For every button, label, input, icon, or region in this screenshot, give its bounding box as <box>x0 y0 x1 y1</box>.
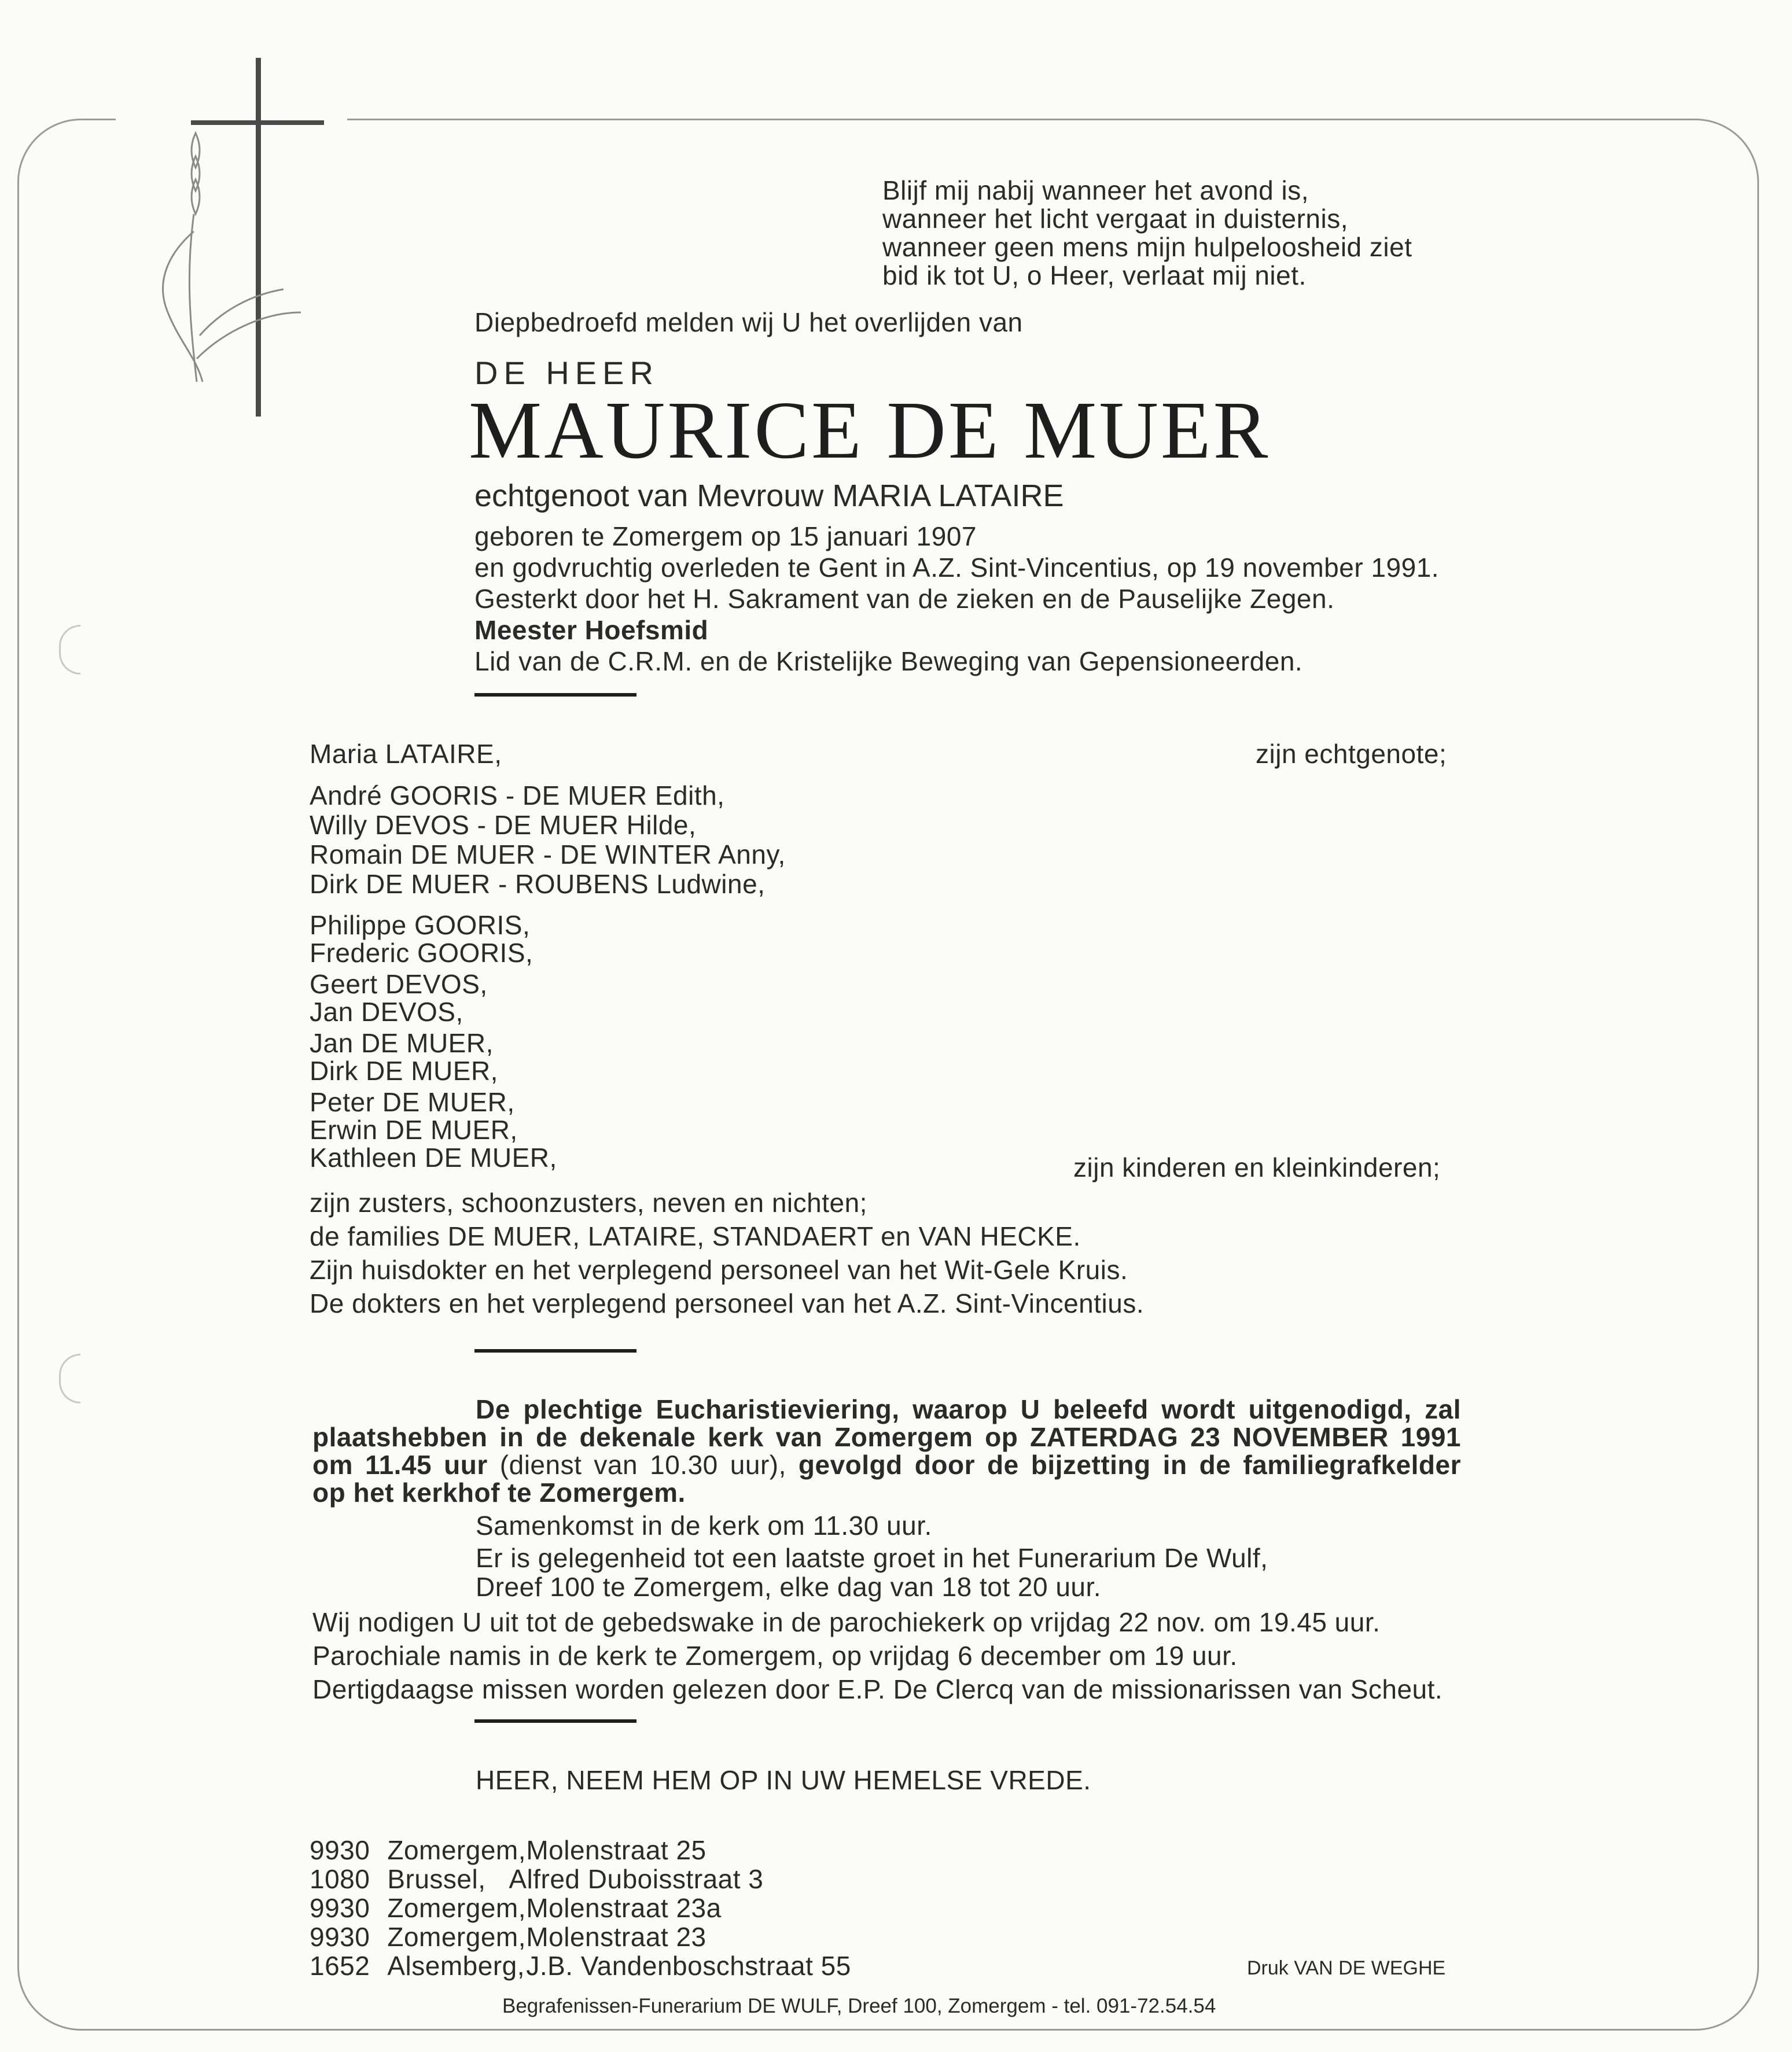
care-line: De dokters en het verplegend personeel van het A.Z. Sint-Vincentius. <box>310 1288 1145 1318</box>
service-block <box>312 1395 1461 1506</box>
spouse-line: echtgenoot van Mevrouw MARIA LATAIRE <box>474 478 1064 513</box>
gathering-line: Samenkomst in de kerk om 11.30 uur. <box>476 1511 932 1541</box>
address-list <box>310 1836 851 1980</box>
wake-line: Wij nodigen U uit tot de gebedswake in de parochiekerk op vrijdag 22 nov. om 19.45 uur. <box>312 1607 1381 1637</box>
street: J.B. Vandenboschstraat 55 <box>526 1951 851 1981</box>
grandchild-name: Jan DE MUER, <box>310 1028 494 1058</box>
intro-text: Diepbedroefd melden wij U het overlijden van <box>474 307 1023 337</box>
address-row <box>310 1893 851 1922</box>
city: Zomergem, <box>387 1922 527 1952</box>
street: Molenstraat 23 <box>526 1922 707 1952</box>
care-line: Zijn huisdokter en het verplegend personeel van het Wit-Gele Kruis. <box>310 1255 1128 1285</box>
divider <box>474 1349 636 1353</box>
poem-line: wanneer het licht vergaat in duisternis, <box>882 204 1348 234</box>
children-role: zijn kinderen en kleinkinderen; <box>1073 1152 1441 1182</box>
grandchild-name: Kathleen DE MUER, <box>310 1143 557 1173</box>
title-prefix: DE HEER <box>474 355 659 391</box>
grandchild-name: Dirk DE MUER, <box>310 1056 498 1086</box>
child-name: André GOORIS - DE MUER Edith, <box>310 780 725 811</box>
service-note: (dienst van 10.30 uur), <box>487 1450 799 1480</box>
siblings-line: zijn zusters, schoonzusters, neven en nichten; <box>310 1188 867 1218</box>
mass-line: Parochiale namis in de kerk te Zomergem, op vrijdag 6 december om 19 uur. <box>312 1641 1238 1671</box>
other-relatives <box>310 1186 1144 1320</box>
birth-line: geboren te Zomergem op 15 januari 1907 <box>474 521 977 551</box>
profession: Meester Hoefsmid <box>474 615 709 645</box>
children-list <box>310 781 786 899</box>
postcode: 9930 <box>310 1922 370 1952</box>
footer-funerarium: Begrafenissen-Funerarium DE WULF, Dreef 100, Zomergem - tel. 091-72.54.54 <box>502 1995 1216 2017</box>
thirty-day-line: Dertigdaagse missen worden gelezen door E.P. De Clercq van de missionarissen van Scheut. <box>312 1674 1443 1704</box>
farewell-line: Dreef 100 te Zomergem, elke dag van 18 tot 20 uur. <box>476 1572 1102 1602</box>
service-burial: gevolgd door de bijzetting in de familiegrafkelder <box>798 1450 1461 1480</box>
service-line <box>312 1451 1461 1479</box>
poem-line: bid ik tot U, o Heer, verlaat mij niet. <box>882 260 1307 290</box>
poem-line: Blijf mij nabij wanneer het avond is, <box>882 175 1309 205</box>
postcode: 9930 <box>310 1893 370 1923</box>
grandchild-name: Frederic GOORIS, <box>310 938 533 968</box>
cross-wheat-icon <box>150 58 341 428</box>
street: Molenstraat 23a <box>526 1893 722 1923</box>
grandchildren-list <box>310 911 557 1171</box>
poem <box>882 176 1412 290</box>
grandchild-name: Peter DE MUER, <box>310 1087 515 1117</box>
child-name: Willy DEVOS - DE MUER Hilde, <box>310 810 697 840</box>
membership: Lid van de C.R.M. en de Kristelijke Beweging van Gepensioneerden. <box>474 646 1303 676</box>
city: Brussel, <box>387 1864 486 1894</box>
grandchild-name: Erwin DE MUER, <box>310 1115 518 1145</box>
divider <box>474 1719 636 1723</box>
street: Alfred Duboisstraat 3 <box>509 1864 764 1894</box>
service-details <box>476 1511 1268 1601</box>
child-name: Romain DE MUER - DE WINTER Anny, <box>310 839 786 870</box>
address-row <box>310 1951 851 1980</box>
service-line: plaatshebben in de dekenale kerk van Zomergem op ZATERDAG 23 NOVEMBER 1991 <box>312 1422 1461 1452</box>
city: Zomergem, <box>387 1835 527 1865</box>
poem-line: wanneer geen mens mijn hulpeloosheid ziet <box>882 232 1412 262</box>
address-row <box>310 1836 851 1865</box>
service-line: op het kerkhof te Zomergem. <box>312 1478 686 1508</box>
service-extra <box>312 1605 1443 1706</box>
divider <box>474 693 636 697</box>
service-time: om 11.45 uur <box>312 1450 488 1480</box>
spouse-name: Maria LATAIRE, <box>310 739 502 769</box>
service-line: De plechtige Eucharistieviering, waarop U beleefd wordt uitgenodigd, zal <box>476 1394 1461 1424</box>
spouse-role: zijn echtgenote; <box>1256 739 1447 769</box>
closing-prayer: HEER, NEEM HEM OP IN UW HEMELSE VREDE. <box>476 1765 1091 1795</box>
postcode: 1080 <box>310 1864 370 1894</box>
postcode: 9930 <box>310 1835 370 1865</box>
printer-credit: Druk VAN DE WEGHE <box>1247 1957 1446 1979</box>
address-row <box>310 1922 851 1951</box>
sacrament-line: Gesterkt door het H. Sakrament van de zieken en de Pauselijke Zegen. <box>474 584 1335 614</box>
city: Alsemberg, <box>387 1951 525 1981</box>
postcode: 1652 <box>310 1951 370 1981</box>
address-row <box>310 1865 851 1893</box>
death-line: en godvruchtig overleden te Gent in A.Z. Sint-Vincentius, op 19 november 1991. <box>474 552 1440 583</box>
deceased-name: MAURICE DE MUER <box>469 384 1271 476</box>
farewell-line: Er is gelegenheid tot een laatste groet in het Funerarium De Wulf, <box>476 1543 1268 1573</box>
child-name: Dirk DE MUER - ROUBENS Ludwine, <box>310 869 766 899</box>
street: Molenstraat 25 <box>526 1835 707 1865</box>
families-line: de families DE MUER, LATAIRE, STANDAERT en VAN HECKE. <box>310 1221 1081 1251</box>
grandchild-name: Geert DEVOS, <box>310 969 488 999</box>
city: Zomergem, <box>387 1893 527 1923</box>
grandchild-name: Philippe GOORIS, <box>310 910 531 940</box>
details <box>474 521 1439 677</box>
grandchild-name: Jan DEVOS, <box>310 997 463 1027</box>
